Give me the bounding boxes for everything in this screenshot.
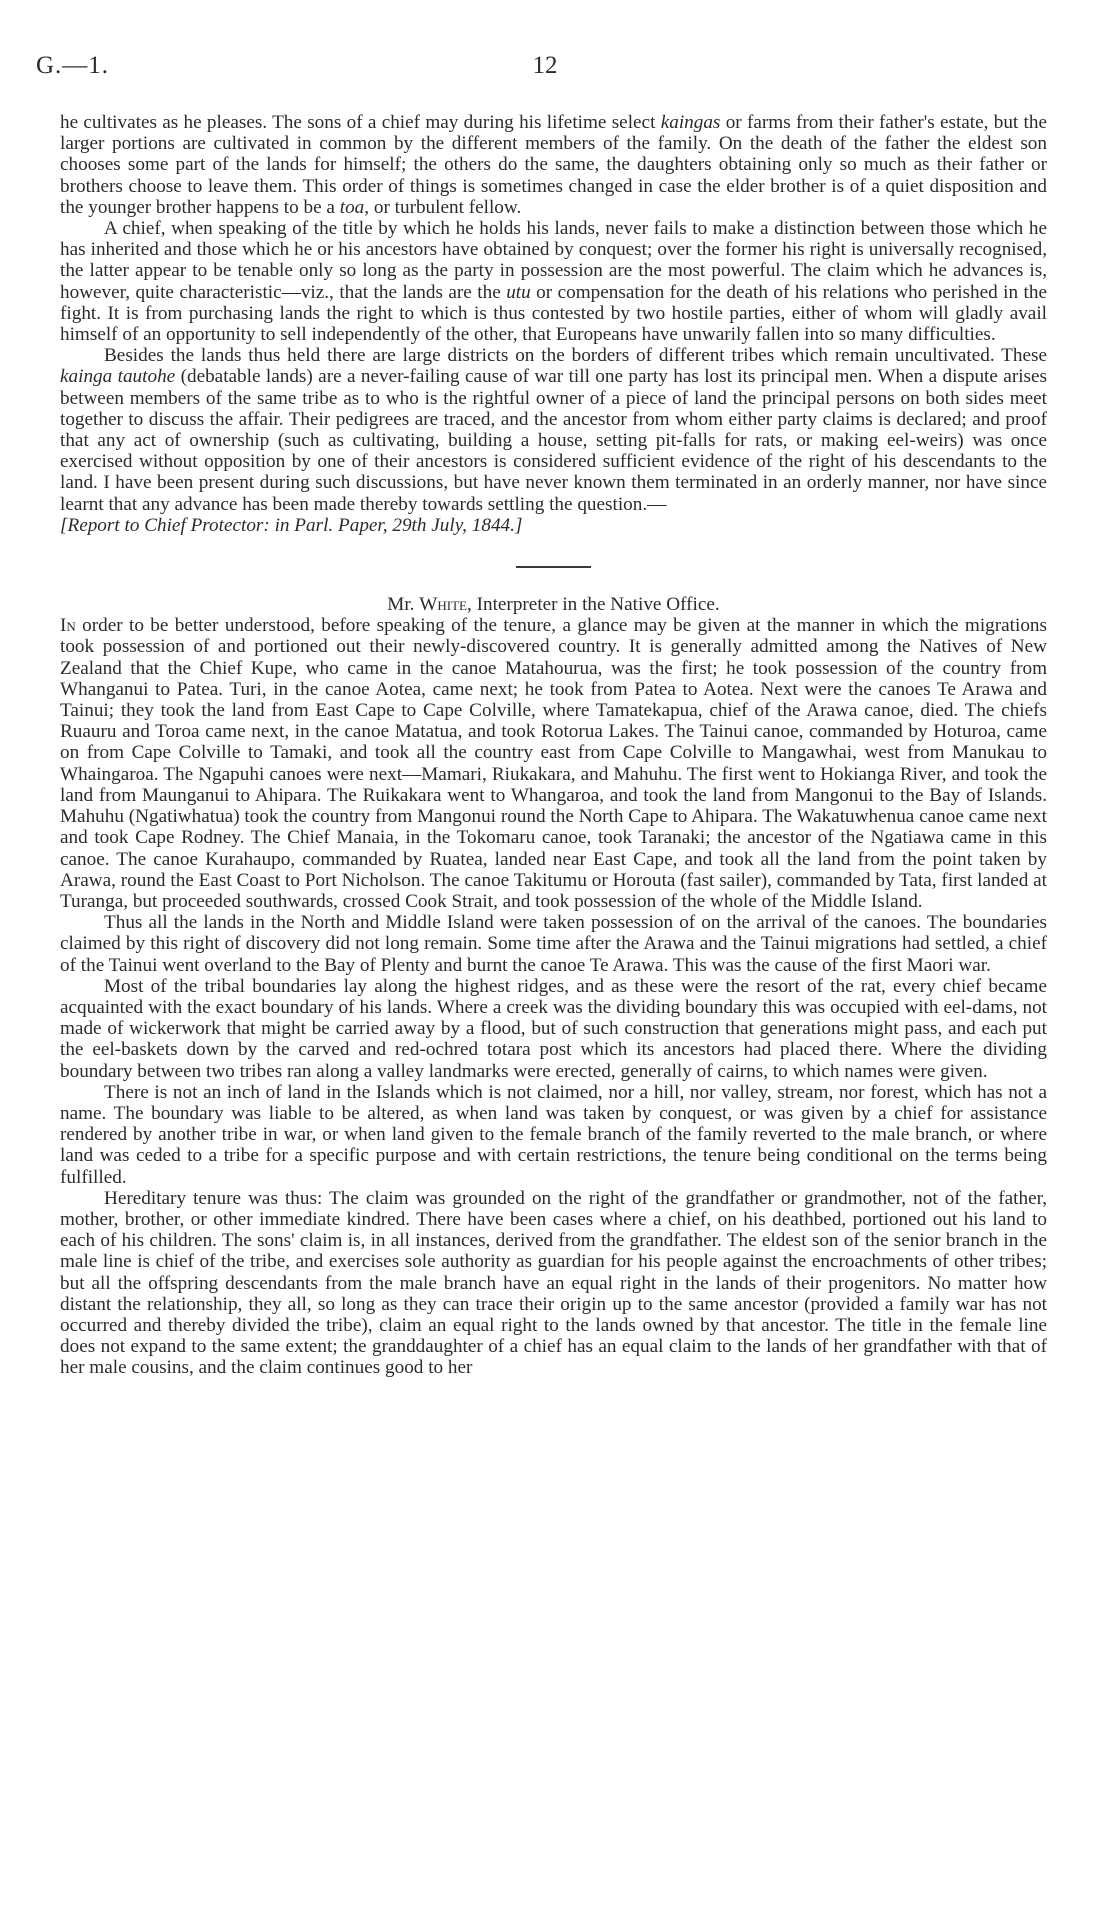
paragraph-text: or compensation for the death of his relations who perished in the fight. It is from purchasing lands the right to which is thus contested by two hostile parties, either of whom will gladly avail himself of an opportunity to sell independently of the other, that Europeans have unwarily fallen into so many difficulties. (60, 281, 1047, 346)
paragraph-1 (60, 112, 1047, 218)
maori-term: utu (506, 281, 531, 303)
title-suffix: , Interpreter in the Native Office. (467, 594, 720, 616)
citation (60, 515, 1047, 536)
section-divider (516, 566, 591, 568)
paragraph-text: A chief, when speaking of the title by which he holds his lands, never fails to make a distinction between those which he has inherited and those which he or his ancestors have obtained by conquest; over the former his right is universally recognised, the latter appear to be tenable only so long as the party in possession are the most powerful. The claim which he advances is, however, quite characteristic—viz., that the lands are the (60, 218, 1047, 303)
paragraph-2 (60, 218, 1047, 345)
paragraph-text: order to be better understood, before speaking of the tenure, a glance may be given at the manner in which the migrations took possession of and portioned out their newly-discovered country. It is generally admitted among the Natives of New Zealand that the Chief Kupe, who came in the canoe Matahourua, was the first; he took possession of the country from Whanganui to Patea. Turi, in the canoe Aotea, came next; he took from Patea to Aotea. Next were the canoes Te Arawa and Tainui; they took the land from East Cape to Cape Colville, where Tamatekapua, chief of the Arawa canoe, died. The chiefs Ruauru and Toroa came next, in the canoe Matatua, and took Rotorua Lakes. The Tainui canoe, commanded by Hoturoa, came on from Cape Colville to Tamaki, and took all the country east from Cape Colville to Mangawhai, west from Manukau to Whaingaroa. The Ngapuhi canoes were next—Mamari, Riukakara, and Mahuhu. The first went to Hokianga River, and took the land from Maunganui to Ahipara. The Ruikakara went to Whangaroa, and took the land from Mangonui to the Bay of Islands. Mahuhu (Ngatiwhatua) took the country from Mangonui round the North Cape to Ahipara. The Wakatuwhenua canoe came next and took Cape Rodney. The Chief Manaia, in the Tokomaru canoe, took Taranaki; the ancestor of the Ngatiawa came in this canoe. The canoe Kurahaupo, commanded by Ruatea, landed near East Cape, and took all the land from the point taken by Arawa, round the East Coast to Port Nicholson. The canoe Takitumu or Horouta (fast sailer), commanded by Tata, first landed at Turanga, but proceeded southwards, crossed Cook Strait, and took possession of the whole of the Middle Island. (60, 615, 1047, 912)
paragraph-text: Besides the lands thus held there are large districts on the borders of different tribes which remain uncultivated. These (104, 345, 1047, 367)
title-prefix: Mr. (387, 594, 420, 616)
paragraph-4 (60, 615, 1047, 912)
paragraph-7: There is not an inch of land in the Islands which is not claimed, nor a hill, nor valley, stream, nor forest, which has not a name. The boundary was liable to be altered, as when land was taken by conquest, or was given by a chief for assistance rendered by another tribe in war, or when land given to the female branch of the family reverted to the male branch, or where land was ceded to a tribe for a specific purpose and with certain restrictions, the tenure being conditional on the terms being fulfilled. (60, 1081, 1047, 1188)
paragraph-text: he cultivates as he pleases. The sons of a chief may during his lifetime select (60, 112, 661, 133)
section-title (60, 594, 1047, 615)
paragraph-text: or farms from their father's estate, but the larger portions are cultivated in common by the different members of the family. On the death of the father the eldest son chooses some part of the lands for himself; the others do the same, the daughters obtaining only so much as their father or brothers choose to leave them. This order of things is sometimes changed in case the elder brother is of a quiet disposition and the younger brother happens to be a (60, 112, 1047, 218)
paragraph-text: (debatable lands) are a never-failing cause of war till one party has lost its principal men. When a dispute arises between members of the same tribe as to who is the rightful owner of a piece of land the principal persons on both sides meet together to discuss the affair. Their pedigrees are traced, and the ancestor from whom either party claims is declared; and proof that any act of ownership (such as cultivating, building a house, setting pit-falls for rats, or making eel-weirs) was once exercised without opposition by one of their ancestors is considered sufficient evidence of the right of his descendants to the land. I have been present during such discussions, but have never known them terminated in an orderly manner, nor have since learnt that any advance has been made thereby towards settling the question.— (60, 366, 1047, 515)
paragraph-5: Thus all the lands in the North and Middle Island were taken possession of on the arrival of the canoes. The boundaries claimed by this right of discovery did not long remain. Some time after the Arawa and the Tainui migrations had settled, a chief of the Tainui went overland to the Bay of Plenty and burnt the canoe Te Arawa. This was the cause of the first Maori war. (60, 912, 1047, 976)
document-reference: G.—1. (36, 52, 110, 79)
document-body (60, 112, 1047, 1379)
maori-term: kainga tautohe (60, 366, 176, 388)
page-number: 12 (532, 52, 558, 79)
paragraph-6: Most of the tribal boundaries lay along the highest ridges, and as these were the resort of the rat, every chief became acquainted with the exact boundary of his lands. Where a creek was the dividing boundary this was occupied with eel-dams, not made of wickerwork that might be carried away by a flood, but of such construction that generations might pass, and each put the eel-baskets down by the carved and red-ochred totara post which its ancestors had placed there. Where the dividing boundary between two tribes ran along a valley landmarks were erected, generally of cairns, to which names were given. (60, 975, 1047, 1082)
author-name: White (419, 594, 467, 616)
citation-text: [Report to Chief Protector: in Parl. Paper, 29th July, 1844.] (60, 514, 523, 536)
page-header (36, 52, 1054, 92)
paragraph-3 (60, 345, 1047, 515)
paragraph-8: Hereditary tenure was thus: The claim was grounded on the right of the grandfather or grandmother, not of the father, mother, brother, or other immediate kindred. There have been cases where a chief, on his deathbed, portioned out his land to each of his children. The sons' claim is, in all instances, derived from the grandfather. The eldest son of the senior branch in the male line is chief of the tribe, and exercises sole authority as guardian for his people against the encroachments of other tribes; but all the offspring descendants from the male branch have an equal right in the lands of their progenitors. No matter how distant the relationship, they all, so long as they can trace their origin up to the same ancestor (provided a family war has not occurred and thereby divided the tribe), claim an equal right to the lands owned by that ancestor. The title in the female line does not expand to the same extent; the granddaughter of a chief has an equal claim to the lands of her grandfather with that of her male cousins, and the claim continues good to her (60, 1187, 1047, 1379)
maori-term: toa (339, 196, 365, 218)
lead-word: In (60, 615, 76, 637)
paragraph-text: , or turbulent fellow. (364, 196, 522, 218)
maori-term: kaingas (660, 112, 721, 133)
